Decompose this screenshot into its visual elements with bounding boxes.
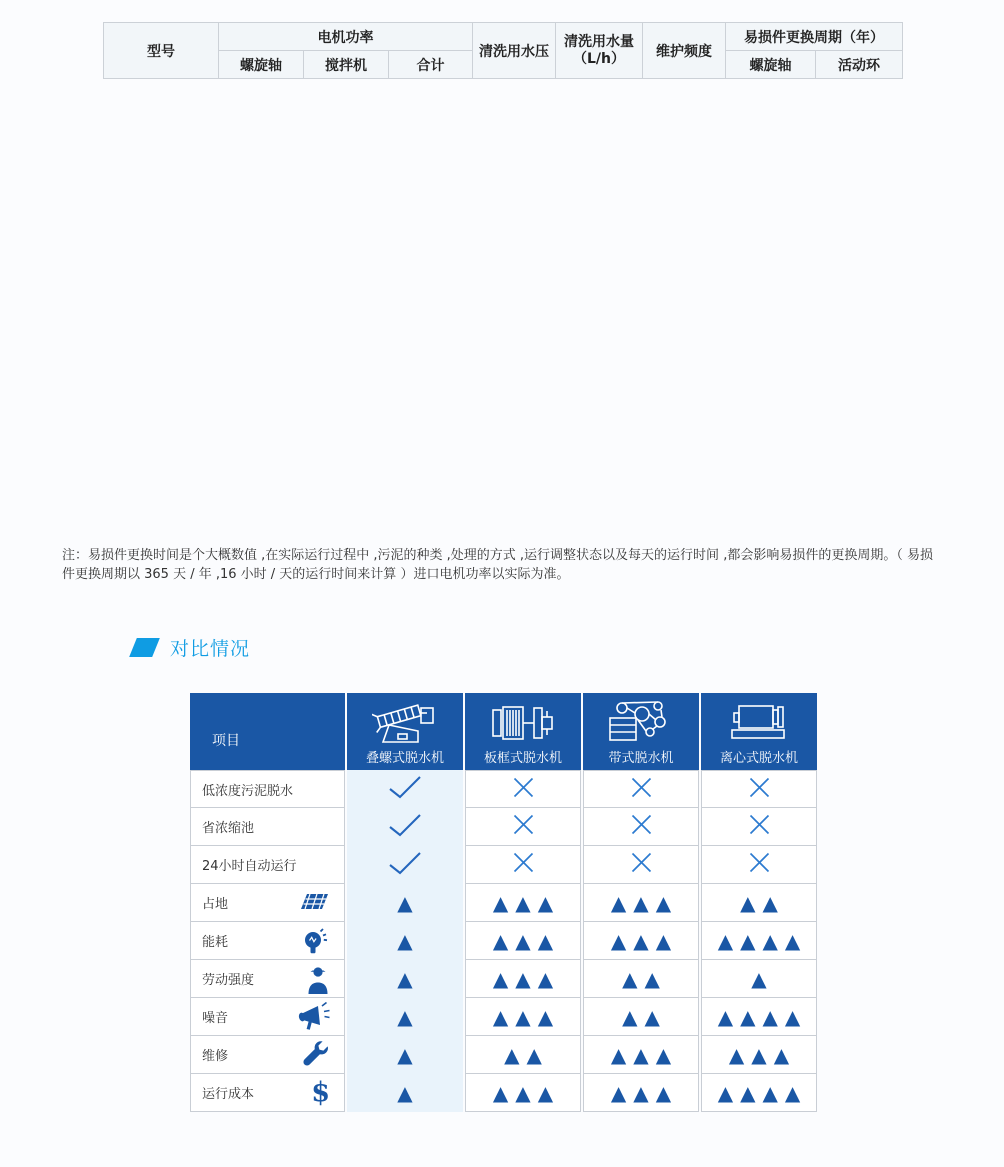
machine-label: 带式脱水机 <box>608 751 674 766</box>
row-label-text: 噪音 <box>202 1011 229 1026</box>
rating-cell <box>465 846 581 884</box>
rating-cell <box>347 884 463 922</box>
rating-cell <box>465 808 581 846</box>
rating-cell <box>347 922 463 960</box>
comparison-row-label <box>190 884 345 922</box>
triangle-rating-1: ▲ <box>397 929 413 953</box>
triangle-rating-4: ▲ ▲ ▲ ▲ <box>717 928 801 953</box>
rating-cell <box>701 884 817 922</box>
rating-cell <box>347 998 463 1036</box>
triangle-rating-4: ▲ ▲ ▲ ▲ <box>717 1080 801 1105</box>
comparison-row-label <box>190 808 345 846</box>
parallelogram-icon <box>129 638 160 657</box>
comparison-row-label <box>190 1036 345 1074</box>
triangle-rating-1: ▲ <box>397 967 413 991</box>
row-label-text: 维修 <box>202 1049 229 1064</box>
rating-cell <box>465 884 581 922</box>
cross-icon <box>630 776 653 803</box>
triangle-rating-2: ▲ ▲ <box>740 890 778 915</box>
rating-cell <box>347 808 463 846</box>
row-label-text: 省浓缩池 <box>202 821 255 836</box>
rating-cell <box>701 1074 817 1112</box>
row-label-text: 劳动强度 <box>202 973 255 988</box>
header-mixer: 搅拌机 <box>304 51 389 79</box>
cross-icon <box>748 776 771 803</box>
triangle-rating-2: ▲ ▲ <box>504 1042 542 1067</box>
rating-cell <box>701 922 817 960</box>
comparison-row-label <box>190 846 345 884</box>
rating-cell <box>465 998 581 1036</box>
triangle-rating-3: ▲ ▲ ▲ <box>610 928 672 953</box>
cross-icon <box>630 851 653 878</box>
triangle-rating-2: ▲ ▲ <box>622 1004 660 1029</box>
row-label-text: 占地 <box>202 897 229 912</box>
triangle-rating-2: ▲ ▲ <box>622 966 660 991</box>
rating-cell <box>701 846 817 884</box>
comparison-header-plate-frame-machine <box>465 693 581 770</box>
cross-icon <box>512 851 535 878</box>
rating-cell <box>465 1036 581 1074</box>
comparison-row-label <box>190 998 345 1036</box>
triangle-rating-3: ▲ ▲ ▲ <box>492 928 554 953</box>
triangle-rating-1: ▲ <box>397 1043 413 1067</box>
header-cycle-ring: 活动环 <box>816 51 903 79</box>
section-title: 对比情况 <box>170 638 251 660</box>
header-model: 型号 <box>104 23 219 79</box>
comparison-row-label <box>190 1074 345 1112</box>
rating-cell <box>583 808 699 846</box>
rating-cell <box>465 922 581 960</box>
megaphone-icon <box>294 1001 330 1033</box>
spec-table-header <box>104 23 903 79</box>
rating-cell <box>347 960 463 998</box>
comparison-row-label <box>190 770 345 808</box>
header-wash-volume <box>556 23 643 79</box>
row-label-text: 能耗 <box>202 935 229 950</box>
worker-icon <box>306 964 330 994</box>
cross-icon <box>512 776 535 803</box>
rating-cell <box>583 1036 699 1074</box>
rating-cell <box>583 960 699 998</box>
comparison-header-centrifuge-machine <box>701 693 817 770</box>
rating-cell <box>347 1036 463 1074</box>
triangle-rating-3: ▲ ▲ ▲ <box>492 966 554 991</box>
triangle-rating-3: ▲ ▲ ▲ <box>610 890 672 915</box>
dollar-icon: $ <box>311 1077 330 1108</box>
comparison-header-belt-machine <box>583 693 699 770</box>
rating-cell <box>701 1036 817 1074</box>
check-icon <box>387 774 423 804</box>
rating-cell <box>583 1074 699 1112</box>
triangle-rating-1: ▲ <box>397 891 413 915</box>
check-icon <box>387 812 423 842</box>
row-label-text: 24小时自动运行 <box>202 859 297 874</box>
triangle-rating-4: ▲ ▲ ▲ ▲ <box>717 1004 801 1029</box>
rating-cell <box>583 884 699 922</box>
rating-cell <box>583 770 699 808</box>
rating-cell <box>583 922 699 960</box>
triangle-rating-1: ▲ <box>397 1081 413 1105</box>
header-motor-power: 电机功率 <box>219 23 473 51</box>
rating-cell <box>701 808 817 846</box>
header-cycle-screw: 螺旋轴 <box>726 51 816 79</box>
header-wash-volume-line2: （L/h） <box>572 50 625 67</box>
cross-icon <box>748 851 771 878</box>
rating-cell <box>347 1074 463 1112</box>
centrifuge-machine-icon <box>726 700 792 746</box>
header-wash-pressure: 清洗用水压 <box>473 23 556 79</box>
triangle-rating-1: ▲ <box>751 966 767 991</box>
triangle-rating-1: ▲ <box>397 1005 413 1029</box>
rating-cell <box>347 846 463 884</box>
section-header <box>133 634 250 661</box>
machine-label: 离心式脱水机 <box>719 751 798 766</box>
machine-label: 板框式脱水机 <box>483 751 562 766</box>
rating-cell <box>465 960 581 998</box>
rating-cell <box>583 998 699 1036</box>
comparison-header-item: 项目 <box>190 693 345 770</box>
belt-machine-icon <box>608 700 674 746</box>
cross-icon <box>512 813 535 840</box>
row-label-text: 运行成本 <box>202 1087 255 1102</box>
machine-label: 叠螺式脱水机 <box>365 751 444 766</box>
comparison-row-label <box>190 922 345 960</box>
rating-cell <box>701 770 817 808</box>
triangle-rating-3: ▲ ▲ ▲ <box>492 1004 554 1029</box>
header-screw-shaft: 螺旋轴 <box>219 51 304 79</box>
rating-cell <box>583 846 699 884</box>
bulb-icon <box>302 926 330 956</box>
comparison-row-label <box>190 960 345 998</box>
triangle-rating-3: ▲ ▲ ▲ <box>492 1080 554 1105</box>
check-icon <box>387 850 423 880</box>
header-total: 合计 <box>389 51 473 79</box>
note-text: 注：易损件更换时间是个大概数值 ,在实际运行过程中 ,污泥的种类 ,处理的方式 ,运行调整状态以及每天的运行时间 ,都会影响易损件的更换周期。（ 易损件更换周期以 365 天 / 年 ,16 小时 / 天的运行时间来计算 ）进口电机功率以实际为准。 <box>62 548 933 582</box>
header-wear-cycle: 易损件更换周期（年） <box>726 23 903 51</box>
comparison-table <box>190 693 817 1112</box>
comparison-header-stacked-screw-machine <box>347 693 463 770</box>
row-label-text: 低浓度污泥脱水 <box>202 783 294 799</box>
triangle-rating-3: ▲ ▲ ▲ <box>610 1080 672 1105</box>
wrench-icon <box>298 1041 330 1069</box>
rating-cell <box>465 1074 581 1112</box>
stacked-screw-machine-icon <box>372 700 438 746</box>
rating-cell <box>701 960 817 998</box>
spec-table <box>103 22 903 79</box>
solar-panel-icon <box>298 891 330 915</box>
cross-icon <box>748 813 771 840</box>
cross-icon <box>630 813 653 840</box>
triangle-rating-3: ▲ ▲ ▲ <box>492 890 554 915</box>
triangle-rating-3: ▲ ▲ ▲ <box>610 1042 672 1067</box>
rating-cell <box>347 770 463 808</box>
rating-cell <box>701 998 817 1036</box>
triangle-rating-3: ▲ ▲ ▲ <box>728 1042 790 1067</box>
header-wash-volume-line1: 清洗用水量 <box>564 33 634 50</box>
header-maintenance-freq: 维护频度 <box>643 23 726 79</box>
rating-cell <box>465 770 581 808</box>
plate-frame-machine-icon <box>490 700 556 746</box>
